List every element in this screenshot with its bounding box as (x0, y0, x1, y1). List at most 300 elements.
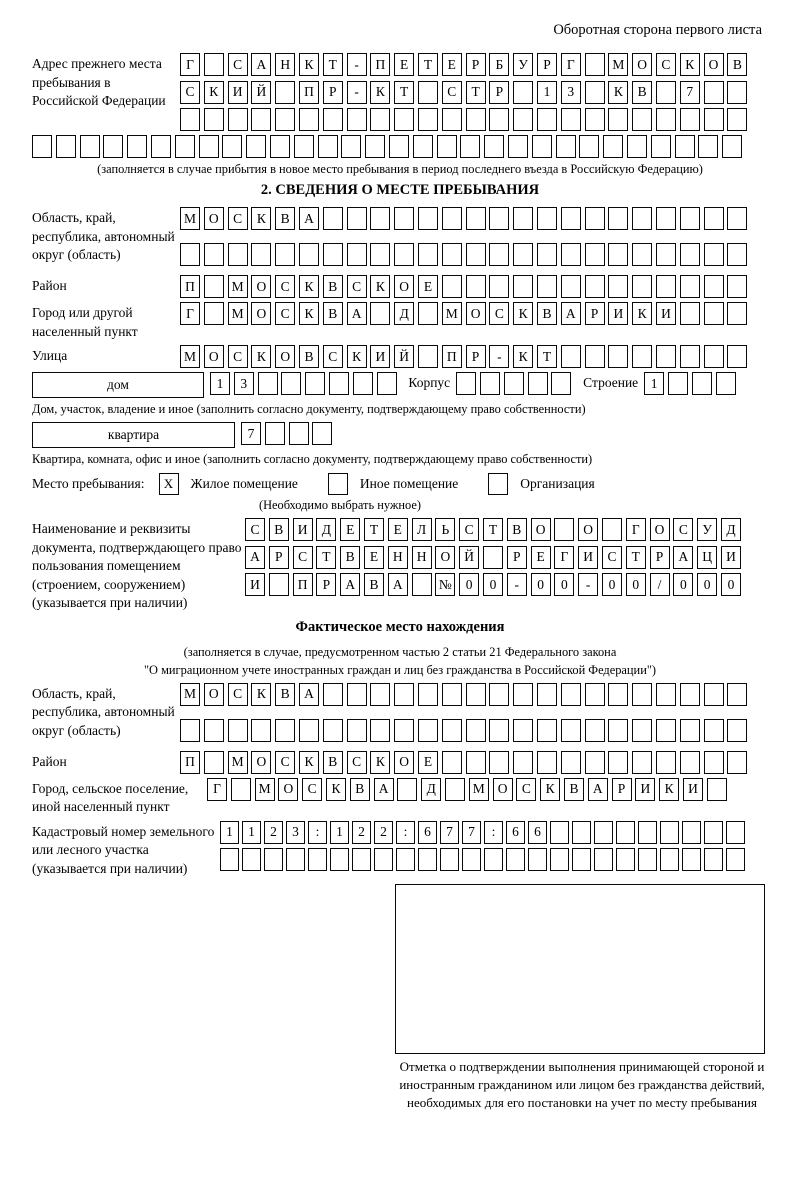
form-cell[interactable]: Г (561, 53, 581, 76)
form-cell[interactable]: А (347, 302, 367, 325)
form-cell[interactable]: В (507, 518, 527, 541)
form-cell[interactable]: 2 (352, 821, 371, 844)
form-cell[interactable] (418, 207, 438, 230)
form-cell[interactable]: О (466, 302, 486, 325)
form-cell[interactable] (561, 719, 581, 742)
form-cell[interactable] (180, 719, 200, 742)
form-cell[interactable] (537, 751, 557, 774)
form-cell[interactable]: О (493, 778, 513, 801)
form-cell[interactable]: О (204, 345, 224, 368)
form-cell[interactable] (394, 719, 414, 742)
form-cell[interactable]: К (347, 345, 367, 368)
form-cell[interactable]: М (228, 302, 248, 325)
form-cell[interactable]: И (578, 546, 598, 569)
form-cell[interactable] (418, 108, 438, 131)
form-cell[interactable] (389, 135, 409, 158)
form-cell[interactable] (394, 243, 414, 266)
form-cell[interactable] (726, 848, 745, 871)
form-cell[interactable]: 0 (697, 573, 717, 596)
form-cell[interactable] (489, 243, 509, 266)
form-cell[interactable] (508, 135, 528, 158)
form-cell[interactable] (532, 135, 552, 158)
form-cell[interactable] (228, 108, 248, 131)
form-cell[interactable]: Н (275, 53, 295, 76)
form-cell[interactable]: П (180, 751, 200, 774)
form-cell[interactable]: В (275, 207, 295, 230)
form-cell[interactable]: Л (412, 518, 432, 541)
form-cell[interactable]: 1 (210, 372, 230, 395)
form-cell[interactable]: № (435, 573, 455, 596)
form-cell[interactable] (585, 751, 605, 774)
form-cell[interactable]: А (374, 778, 394, 801)
form-cell[interactable] (251, 243, 271, 266)
form-cell[interactable] (608, 683, 628, 706)
form-cell[interactable] (656, 275, 676, 298)
form-cell[interactable] (513, 108, 533, 131)
form-cell[interactable] (251, 108, 271, 131)
form-cell[interactable] (594, 848, 613, 871)
form-cell[interactable] (466, 683, 486, 706)
form-cell[interactable] (418, 719, 438, 742)
form-cell[interactable] (651, 135, 671, 158)
form-cell[interactable]: И (608, 302, 628, 325)
form-cell[interactable]: 6 (528, 821, 547, 844)
form-cell[interactable]: 2 (264, 821, 283, 844)
form-cell[interactable] (442, 683, 462, 706)
form-cell[interactable]: И (721, 546, 741, 569)
form-cell[interactable] (692, 372, 712, 395)
form-cell[interactable] (442, 719, 462, 742)
form-cell[interactable] (632, 207, 652, 230)
form-cell[interactable]: К (370, 751, 390, 774)
form-cell[interactable] (323, 719, 343, 742)
form-cell[interactable]: К (299, 302, 319, 325)
form-cell[interactable]: Р (507, 546, 527, 569)
form-cell[interactable]: С (656, 53, 676, 76)
form-cell[interactable]: Г (554, 546, 574, 569)
form-cell[interactable] (727, 719, 747, 742)
form-cell[interactable] (556, 135, 576, 158)
form-cell[interactable] (727, 345, 747, 368)
form-cell[interactable] (204, 719, 224, 742)
form-cell[interactable]: 0 (626, 573, 646, 596)
form-cell[interactable] (204, 108, 224, 131)
form-cell[interactable]: Н (388, 546, 408, 569)
form-cell[interactable]: А (673, 546, 693, 569)
form-cell[interactable] (347, 683, 367, 706)
form-cell[interactable]: И (635, 778, 655, 801)
form-cell[interactable] (561, 751, 581, 774)
form-cell[interactable]: К (251, 207, 271, 230)
form-cell[interactable] (265, 422, 285, 445)
form-cell[interactable] (513, 207, 533, 230)
form-cell[interactable] (506, 848, 525, 871)
form-cell[interactable] (608, 108, 628, 131)
form-cell[interactable]: П (442, 345, 462, 368)
form-cell[interactable] (308, 848, 327, 871)
form-cell[interactable]: С (245, 518, 265, 541)
form-cell[interactable]: Т (394, 81, 414, 104)
form-cell[interactable]: Д (316, 518, 336, 541)
form-cell[interactable]: И (245, 573, 265, 596)
form-cell[interactable]: В (350, 778, 370, 801)
form-cell[interactable] (608, 275, 628, 298)
form-cell[interactable]: М (228, 751, 248, 774)
form-cell[interactable] (365, 135, 385, 158)
form-cell[interactable] (727, 751, 747, 774)
form-cell[interactable] (370, 207, 390, 230)
form-cell[interactable]: 3 (286, 821, 305, 844)
form-cell[interactable] (616, 821, 635, 844)
form-cell[interactable]: К (680, 53, 700, 76)
apartment-type-box[interactable] (32, 422, 235, 448)
form-cell[interactable] (608, 243, 628, 266)
form-cell[interactable] (727, 302, 747, 325)
form-cell[interactable]: К (251, 683, 271, 706)
form-cell[interactable]: К (370, 275, 390, 298)
form-cell[interactable] (418, 848, 437, 871)
form-cell[interactable] (656, 108, 676, 131)
form-cell[interactable]: У (697, 518, 717, 541)
form-cell[interactable] (551, 372, 571, 395)
form-cell[interactable] (440, 848, 459, 871)
form-cell[interactable] (180, 243, 200, 266)
form-cell[interactable] (680, 302, 700, 325)
form-cell[interactable] (445, 778, 465, 801)
form-cell[interactable]: С (459, 518, 479, 541)
form-cell[interactable] (608, 345, 628, 368)
form-cell[interactable]: А (245, 546, 265, 569)
form-cell[interactable]: О (204, 207, 224, 230)
form-cell[interactable]: 1 (242, 821, 261, 844)
form-cell[interactable]: Е (394, 53, 414, 76)
form-cell[interactable] (656, 207, 676, 230)
form-cell[interactable] (127, 135, 147, 158)
form-cell[interactable] (608, 207, 628, 230)
form-cell[interactable] (318, 135, 338, 158)
form-cell[interactable]: В (340, 546, 360, 569)
form-cell[interactable] (286, 848, 305, 871)
form-cell[interactable] (682, 821, 701, 844)
form-cell[interactable] (561, 345, 581, 368)
form-cell[interactable] (275, 81, 295, 104)
form-cell[interactable] (513, 243, 533, 266)
form-cell[interactable]: М (180, 345, 200, 368)
form-cell[interactable]: И (683, 778, 703, 801)
form-cell[interactable]: Д (421, 778, 441, 801)
form-cell[interactable]: А (588, 778, 608, 801)
form-cell[interactable] (707, 778, 727, 801)
form-cell[interactable]: Н (412, 546, 432, 569)
form-cell[interactable] (323, 108, 343, 131)
form-cell[interactable] (418, 81, 438, 104)
stay-type-checkbox-organization[interactable] (488, 473, 508, 495)
form-cell[interactable]: У (513, 53, 533, 76)
form-cell[interactable]: С (323, 345, 343, 368)
form-cell[interactable] (572, 848, 591, 871)
form-cell[interactable]: С (180, 81, 200, 104)
form-cell[interactable]: - (578, 573, 598, 596)
form-cell[interactable] (483, 546, 503, 569)
form-cell[interactable] (222, 135, 242, 158)
form-cell[interactable]: Е (442, 53, 462, 76)
form-cell[interactable]: Р (612, 778, 632, 801)
form-cell[interactable]: Е (418, 275, 438, 298)
form-cell[interactable] (680, 345, 700, 368)
form-cell[interactable] (704, 719, 724, 742)
form-cell[interactable]: С (347, 275, 367, 298)
form-cell[interactable]: О (704, 53, 724, 76)
form-cell[interactable] (537, 108, 557, 131)
form-cell[interactable] (489, 683, 509, 706)
form-cell[interactable]: О (531, 518, 551, 541)
form-cell[interactable]: Р (269, 546, 289, 569)
form-cell[interactable]: В (299, 345, 319, 368)
form-cell[interactable]: О (251, 302, 271, 325)
form-cell[interactable] (394, 683, 414, 706)
form-cell[interactable]: К (299, 751, 319, 774)
form-cell[interactable] (418, 302, 438, 325)
form-cell[interactable] (175, 135, 195, 158)
stay-type-checkbox-residential[interactable]: X (159, 473, 179, 495)
form-cell[interactable]: Т (466, 81, 486, 104)
form-cell[interactable]: П (180, 275, 200, 298)
form-cell[interactable]: О (251, 275, 271, 298)
form-cell[interactable]: М (180, 207, 200, 230)
form-cell[interactable]: И (656, 302, 676, 325)
form-cell[interactable] (585, 53, 605, 76)
form-cell[interactable]: О (394, 751, 414, 774)
form-cell[interactable] (627, 135, 647, 158)
form-cell[interactable] (289, 422, 309, 445)
form-cell[interactable] (258, 372, 278, 395)
form-cell[interactable]: С (293, 546, 313, 569)
form-cell[interactable] (32, 135, 52, 158)
form-cell[interactable] (370, 243, 390, 266)
form-cell[interactable] (632, 108, 652, 131)
form-cell[interactable] (656, 751, 676, 774)
form-cell[interactable]: П (370, 53, 390, 76)
form-cell[interactable] (418, 683, 438, 706)
form-cell[interactable]: П (299, 81, 319, 104)
form-cell[interactable] (56, 135, 76, 158)
form-cell[interactable]: Г (626, 518, 646, 541)
form-cell[interactable] (460, 135, 480, 158)
form-cell[interactable] (466, 108, 486, 131)
form-cell[interactable] (347, 719, 367, 742)
form-cell[interactable] (537, 243, 557, 266)
form-cell[interactable] (680, 719, 700, 742)
form-cell[interactable]: С (489, 302, 509, 325)
form-cell[interactable] (418, 243, 438, 266)
form-cell[interactable] (442, 751, 462, 774)
form-cell[interactable]: В (323, 275, 343, 298)
form-cell[interactable]: 0 (602, 573, 622, 596)
form-cell[interactable] (704, 81, 724, 104)
form-cell[interactable] (727, 243, 747, 266)
form-cell[interactable]: П (293, 573, 313, 596)
form-cell[interactable] (329, 372, 349, 395)
form-cell[interactable] (370, 683, 390, 706)
form-cell[interactable] (656, 719, 676, 742)
form-cell[interactable]: Т (418, 53, 438, 76)
form-cell[interactable] (561, 207, 581, 230)
form-cell[interactable]: 1 (330, 821, 349, 844)
form-cell[interactable]: Д (394, 302, 414, 325)
form-cell[interactable]: 0 (459, 573, 479, 596)
form-cell[interactable]: : (396, 821, 415, 844)
form-cell[interactable] (180, 108, 200, 131)
form-cell[interactable] (675, 135, 695, 158)
form-cell[interactable] (489, 719, 509, 742)
form-cell[interactable]: 3 (234, 372, 254, 395)
form-cell[interactable]: В (323, 302, 343, 325)
form-cell[interactable] (638, 821, 657, 844)
form-cell[interactable] (462, 848, 481, 871)
form-cell[interactable] (632, 345, 652, 368)
form-cell[interactable] (585, 345, 605, 368)
form-cell[interactable] (632, 683, 652, 706)
form-cell[interactable]: 1 (537, 81, 557, 104)
form-cell[interactable]: В (275, 683, 295, 706)
form-cell[interactable]: В (564, 778, 584, 801)
form-cell[interactable] (579, 135, 599, 158)
form-cell[interactable]: Т (537, 345, 557, 368)
form-cell[interactable] (275, 719, 295, 742)
form-cell[interactable]: 3 (561, 81, 581, 104)
form-cell[interactable]: О (650, 518, 670, 541)
form-cell[interactable] (204, 751, 224, 774)
form-cell[interactable]: К (204, 81, 224, 104)
form-cell[interactable]: А (299, 207, 319, 230)
form-cell[interactable] (632, 719, 652, 742)
form-cell[interactable]: К (659, 778, 679, 801)
form-cell[interactable] (437, 135, 457, 158)
form-cell[interactable] (727, 207, 747, 230)
form-cell[interactable] (513, 751, 533, 774)
form-cell[interactable] (347, 207, 367, 230)
form-cell[interactable] (561, 275, 581, 298)
form-cell[interactable]: М (180, 683, 200, 706)
form-cell[interactable] (231, 778, 251, 801)
form-cell[interactable]: С (228, 345, 248, 368)
form-cell[interactable]: К (299, 53, 319, 76)
form-cell[interactable] (489, 275, 509, 298)
form-cell[interactable] (528, 848, 547, 871)
form-cell[interactable] (397, 778, 417, 801)
form-cell[interactable] (370, 719, 390, 742)
form-cell[interactable]: 6 (418, 821, 437, 844)
form-cell[interactable] (396, 848, 415, 871)
form-cell[interactable]: С (442, 81, 462, 104)
form-cell[interactable] (275, 108, 295, 131)
form-cell[interactable]: Р (323, 81, 343, 104)
form-cell[interactable] (323, 243, 343, 266)
form-cell[interactable] (466, 751, 486, 774)
form-cell[interactable]: М (608, 53, 628, 76)
form-cell[interactable] (489, 207, 509, 230)
form-cell[interactable]: М (469, 778, 489, 801)
form-cell[interactable]: Е (531, 546, 551, 569)
form-cell[interactable]: Г (180, 53, 200, 76)
form-cell[interactable] (704, 108, 724, 131)
form-cell[interactable] (103, 135, 123, 158)
form-cell[interactable] (347, 108, 367, 131)
form-cell[interactable] (199, 135, 219, 158)
form-cell[interactable] (442, 207, 462, 230)
form-cell[interactable]: К (370, 81, 390, 104)
form-cell[interactable] (585, 108, 605, 131)
form-cell[interactable]: / (650, 573, 670, 596)
form-cell[interactable]: К (513, 345, 533, 368)
form-cell[interactable]: 7 (241, 422, 261, 445)
form-cell[interactable]: А (299, 683, 319, 706)
form-cell[interactable]: В (537, 302, 557, 325)
form-cell[interactable] (704, 345, 724, 368)
form-cell[interactable]: 1 (644, 372, 664, 395)
form-cell[interactable]: 2 (374, 821, 393, 844)
form-cell[interactable] (151, 135, 171, 158)
form-cell[interactable] (608, 719, 628, 742)
form-cell[interactable] (299, 719, 319, 742)
form-cell[interactable]: 6 (506, 821, 525, 844)
form-cell[interactable] (550, 848, 569, 871)
form-cell[interactable] (513, 81, 533, 104)
form-cell[interactable]: - (347, 81, 367, 104)
form-cell[interactable] (312, 422, 332, 445)
form-cell[interactable] (727, 108, 747, 131)
form-cell[interactable] (264, 848, 283, 871)
form-cell[interactable]: Й (251, 81, 271, 104)
form-cell[interactable] (704, 243, 724, 266)
form-cell[interactable] (537, 207, 557, 230)
form-cell[interactable]: О (251, 751, 271, 774)
form-cell[interactable] (632, 275, 652, 298)
form-cell[interactable]: О (275, 345, 295, 368)
form-cell[interactable]: 0 (721, 573, 741, 596)
form-cell[interactable] (704, 275, 724, 298)
form-cell[interactable]: - (347, 53, 367, 76)
form-cell[interactable] (466, 243, 486, 266)
form-cell[interactable]: С (228, 53, 248, 76)
form-cell[interactable]: М (442, 302, 462, 325)
form-cell[interactable] (466, 275, 486, 298)
form-cell[interactable]: 0 (673, 573, 693, 596)
form-cell[interactable] (228, 719, 248, 742)
form-cell[interactable] (608, 751, 628, 774)
form-cell[interactable]: 0 (483, 573, 503, 596)
form-cell[interactable] (352, 848, 371, 871)
form-cell[interactable] (394, 108, 414, 131)
form-cell[interactable]: И (228, 81, 248, 104)
form-cell[interactable] (716, 372, 736, 395)
form-cell[interactable] (242, 848, 261, 871)
form-cell[interactable]: Г (207, 778, 227, 801)
form-cell[interactable] (299, 108, 319, 131)
form-cell[interactable] (616, 848, 635, 871)
form-cell[interactable] (680, 683, 700, 706)
form-cell[interactable] (370, 108, 390, 131)
form-cell[interactable] (370, 302, 390, 325)
form-cell[interactable] (585, 719, 605, 742)
form-cell[interactable] (466, 207, 486, 230)
form-cell[interactable]: В (364, 573, 384, 596)
form-cell[interactable]: Р (650, 546, 670, 569)
form-cell[interactable] (513, 683, 533, 706)
form-cell[interactable]: Т (364, 518, 384, 541)
form-cell[interactable]: К (251, 345, 271, 368)
form-cell[interactable] (466, 719, 486, 742)
